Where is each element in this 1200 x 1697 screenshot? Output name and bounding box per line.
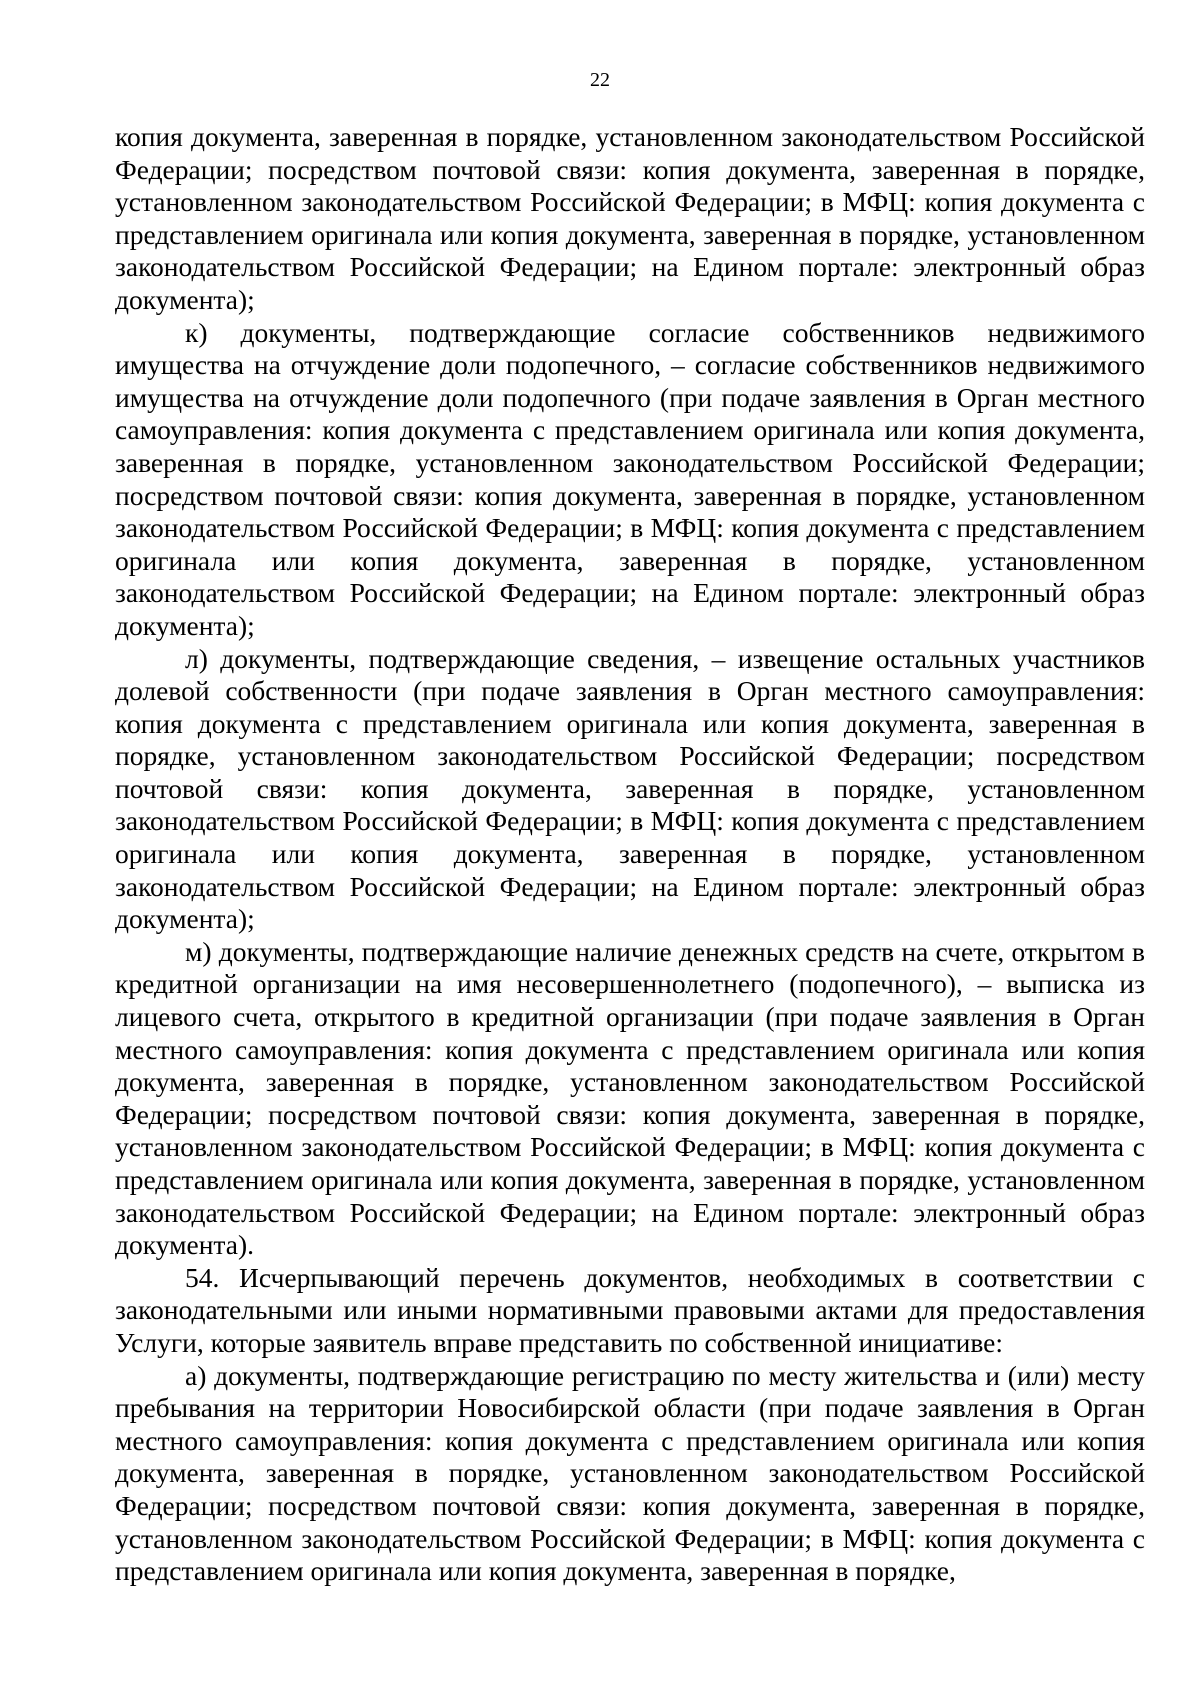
paragraph-item-l: л) документы, подтверждающие сведения, – извещение остальных участников долевой собственности (при подаче заявления в Орган местного самоуправления: копия документа с представлением оригинала или копия документа, заверенная в порядке, установленном законодательством Российской Федерации; посредством почтовой связи: копия документа, заверенная в порядке, установленном законодательством Российской Федерации; в МФЦ: копия документа с представлением оригинала или копия документа, заверенная в порядке, установленном законодательством Российской Федерации; на Едином портале: электронный образ документа); — [115, 642, 1145, 935]
paragraph-item-k: к) документы, подтверждающие согласие собственников недвижимого имущества на отчуждение доли подопечного, – согласие собственников недвижимого имущества на отчуждение доли подопечного (при подаче заявления в Орган местного самоуправления: копия документа с представлением оригинала или копия документа, заверенная в порядке, установленном законодательством Российской Федерации; посредством почтовой связи: копия документа, заверенная в порядке, установленном законодательством Российской Федерации; в МФЦ: копия документа с представлением оригинала или копия документа, заверенная в порядке, установленном законодательством Российской Федерации; на Едином портале: электронный образ документа); — [115, 316, 1145, 641]
paragraph-item-m: м) документы, подтверждающие наличие денежных средств на счете, открытом в кредитной организации на имя несовершеннолетнего (подопечного), – выписка из лицевого счета, открытого в кредитной организации (при подаче заявления в Орган местного самоуправления: копия документа с представлением оригинала или копия документа, заверенная в порядке, установленном законодательством Российской Федерации; посредством почтовой связи: копия документа, заверенная в порядке, установленном законодательством Российской Федерации; в МФЦ: копия документа с представлением оригинала или копия документа, заверенная в порядке, установленном законодательством Российской Федерации; на Едином портале: электронный образ документа). — [115, 935, 1145, 1261]
paragraph-item-a: а) документы, подтверждающие регистрацию по месту жительства и (или) месту пребывания на территории Новосибирской области (при подаче заявления в Орган местного самоуправления: копия документа с представлением оригинала или копия документа, заверенная в порядке, установленном законодательством Российской Федерации; посредством почтовой связи: копия документа, заверенная в порядке, установленном законодательством Российской Федерации; в МФЦ: копия документа с представлением оригинала или копия документа, заверенная в порядке, — [115, 1359, 1145, 1587]
document-body — [115, 121, 1145, 1588]
paragraph-54: 54. Исчерпывающий перечень документов, необходимых в соответствии с законодательными или иными нормативными правовыми актами для предоставления Услуги, которые заявитель вправе представить по собственной инициативе: — [115, 1261, 1145, 1358]
page-number: 22 — [590, 69, 610, 91]
paragraph-continuation: копия документа, заверенная в порядке, установленном законодательством Российской Федерации; посредством почтовой связи: копия документа, заверенная в порядке, установленном законодательством Российской Федерации; в МФЦ: копия документа с представлением оригинала или копия документа, заверенная в порядке, установленном законодательством Российской Федерации; на Едином портале: электронный образ документа); — [115, 121, 1145, 315]
